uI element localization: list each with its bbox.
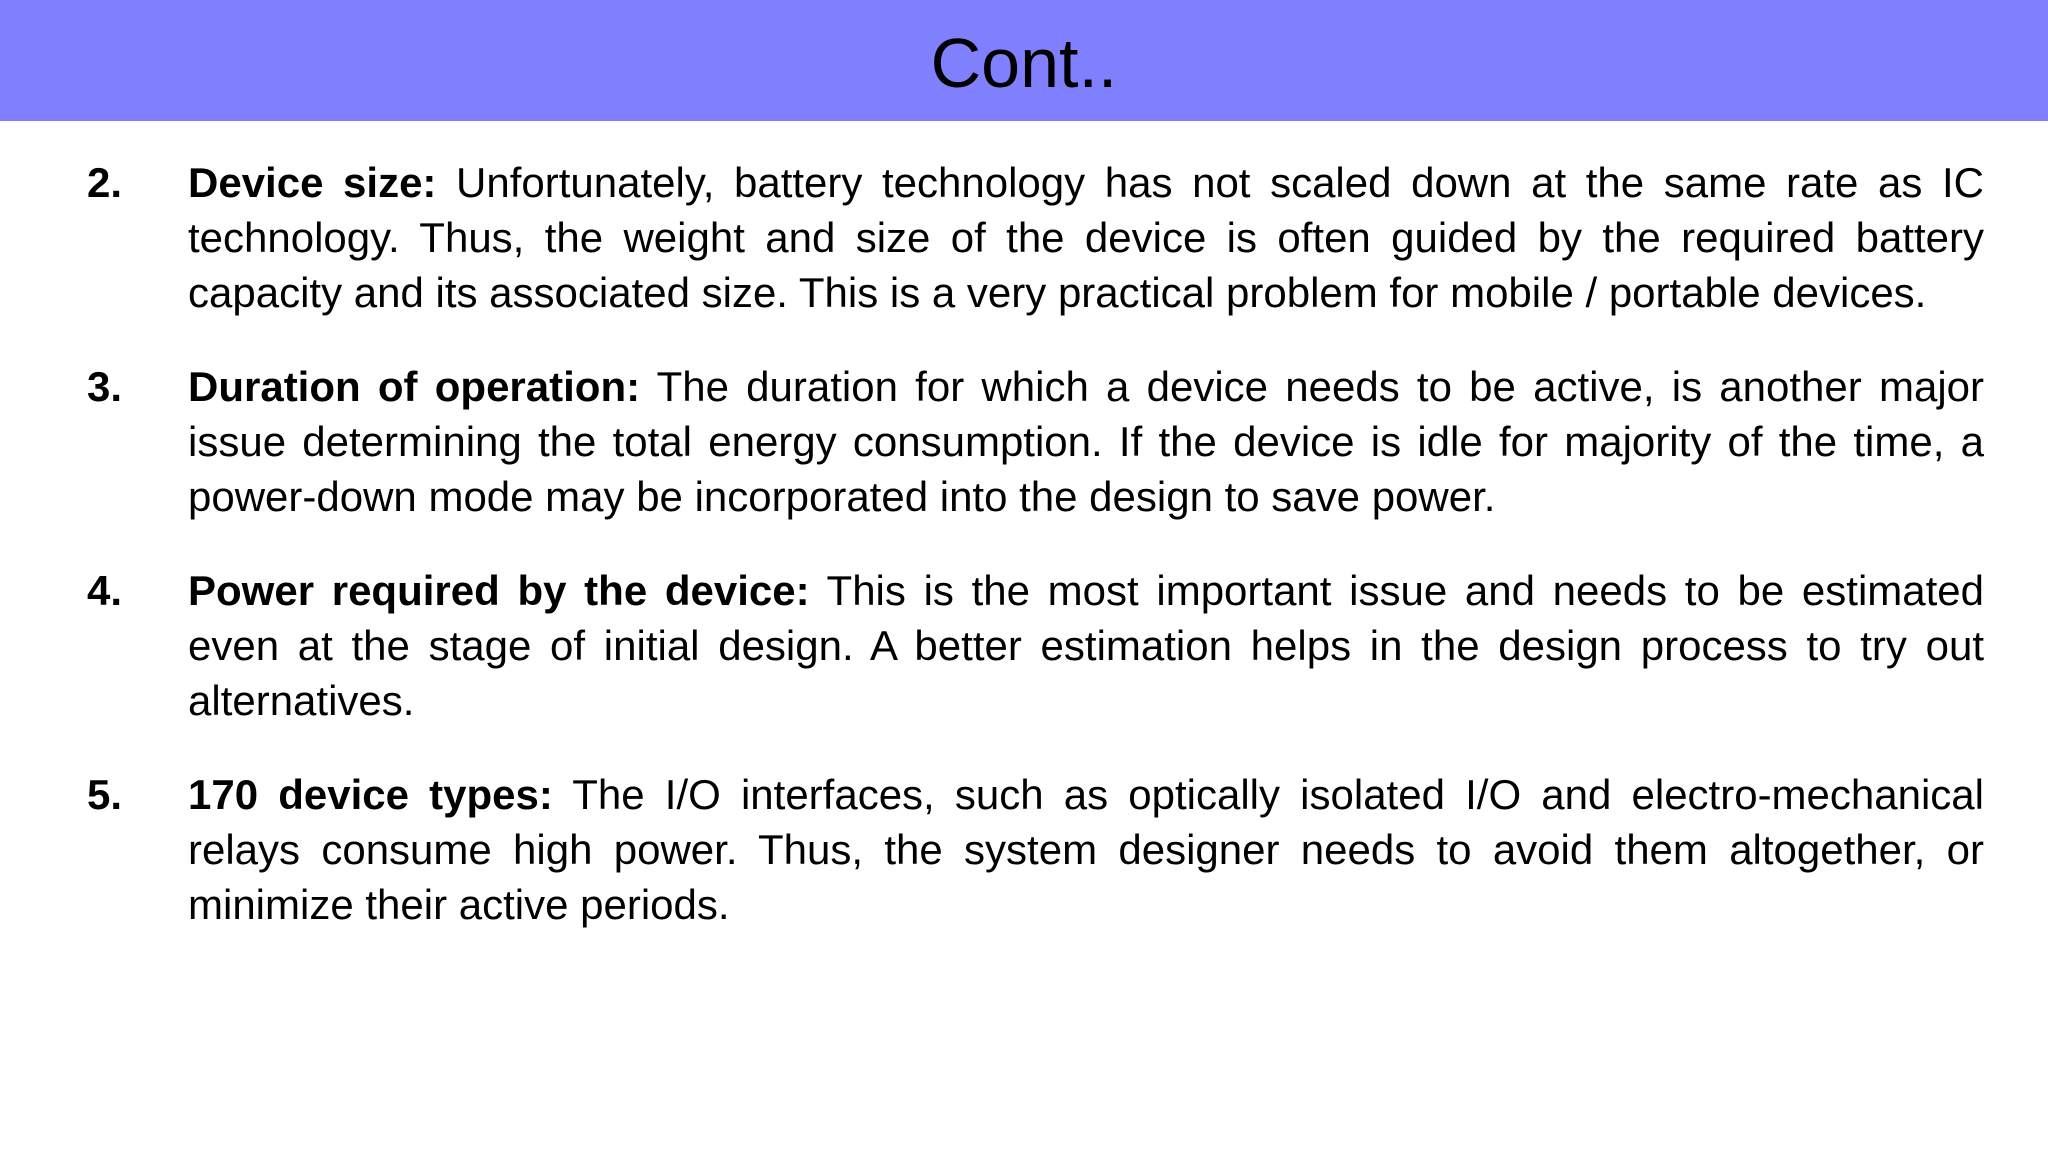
list-item-text: The I/O interfaces, such as optically isolated I/O and electro-mechanical relays consume high power. Thus, the system designer needs to avoid them altogether, or minimize their active periods. bbox=[188, 771, 1984, 928]
slide-content bbox=[87, 155, 1984, 971]
list-item-text: This is the most important issue and needs to be estimated even at the stage of initial design. A better estimation helps in the design process to try out alternatives. bbox=[188, 567, 1985, 724]
list-item bbox=[87, 359, 1984, 524]
list-item-body bbox=[188, 563, 1984, 728]
list-item bbox=[87, 767, 1984, 932]
list-item-term: Device size: bbox=[188, 159, 437, 206]
list-item bbox=[87, 155, 1984, 320]
list-item-number: 4. bbox=[87, 567, 123, 614]
list-item-number: 3. bbox=[87, 363, 123, 410]
list-item-text: Unfortunately, battery technology has not scaled down at the same rate as IC technology. Thus, the weight and size of the device is often guided by the required battery capacity and its associated size. This is a very practical problem for mobile / portable devices. bbox=[188, 159, 1984, 316]
list-item-term: Duration of operation: bbox=[188, 363, 641, 410]
list-item-body bbox=[188, 155, 1984, 320]
slide-title-bar bbox=[0, 0, 2048, 121]
list-item-body bbox=[188, 767, 1984, 932]
list-item-term: Power required by the device: bbox=[188, 567, 810, 614]
list-item bbox=[87, 563, 1984, 728]
list-item-term: 170 device types: bbox=[188, 771, 553, 818]
slide-title: Cont.. bbox=[930, 23, 1118, 102]
list-item-number: 2. bbox=[87, 159, 123, 206]
list-item-number: 5. bbox=[87, 771, 123, 818]
list-item-text: The duration for which a device needs to be active, is another major issue determining the total energy consumption. If the device is idle for majority of the time, a power-down mode may be incorporated into the design to save power. bbox=[188, 363, 1985, 520]
list-item-body bbox=[188, 359, 1984, 524]
